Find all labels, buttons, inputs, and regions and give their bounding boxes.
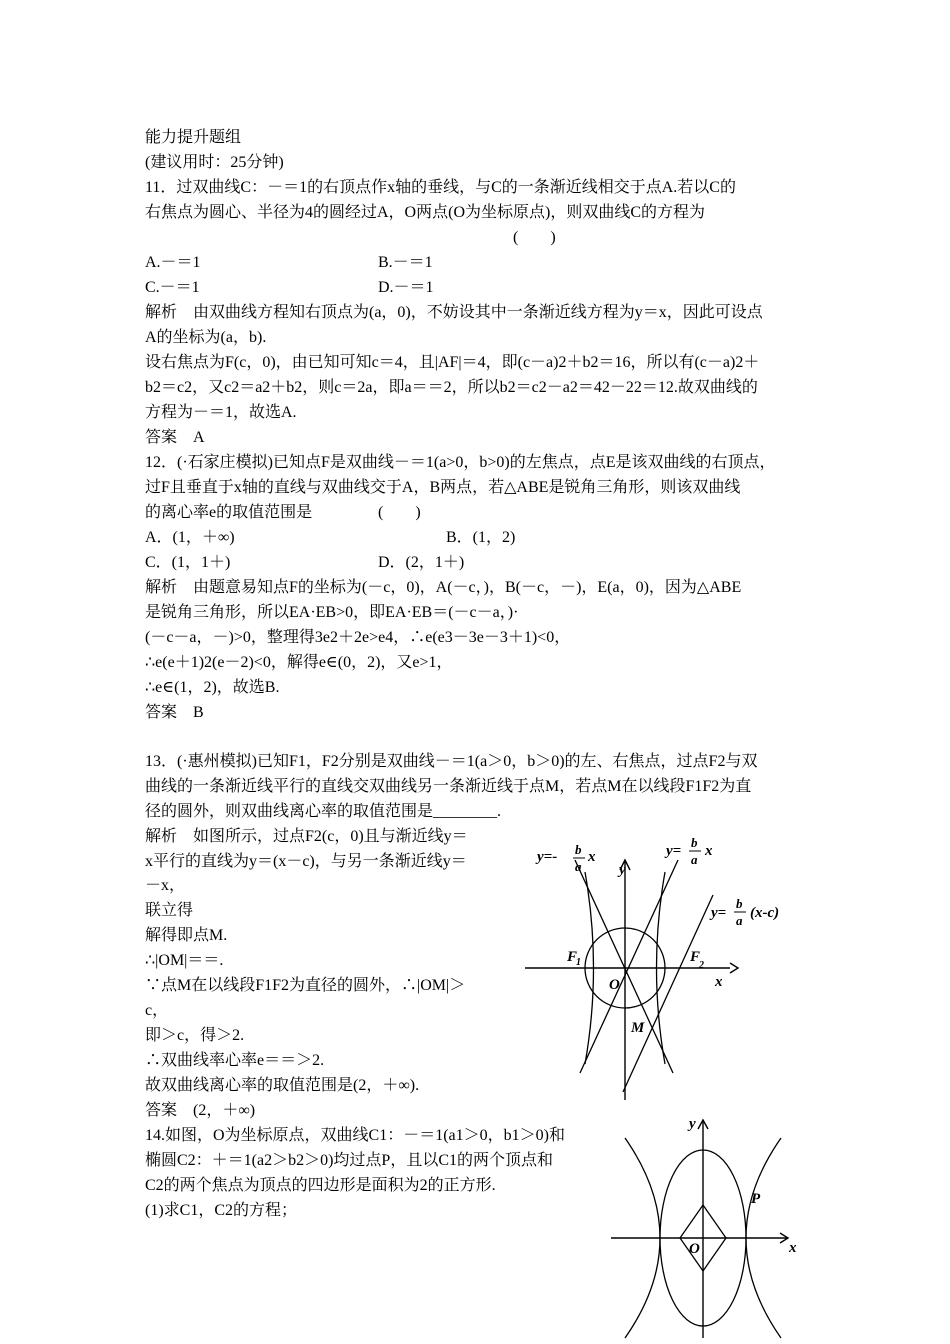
- text-line: 椭圆C2：＋＝1(a2＞b2＞0)均过点P，且以C1的两个顶点和: [145, 1152, 554, 1169]
- label-m: M: [631, 1020, 645, 1036]
- text-line: 答案 B: [145, 704, 204, 721]
- text-line: 答案 (2，＋∞): [145, 1102, 256, 1119]
- text-line: b2＝c2，又c2＝a2＋b2，则c＝2a，即a＝＝2，所以b2＝c2－a2＝42－22＝12.故双曲线的: [145, 379, 758, 396]
- text-line: 方程为－＝1，故选A.: [145, 404, 297, 421]
- label-asymptote-positive: y=: [666, 843, 682, 859]
- text-line: 右焦点为圆心、半径为4的圆经过A，O两点(O为坐标原点)，则双曲线C的方程为: [145, 204, 705, 221]
- asymptote-positive: [580, 860, 678, 1073]
- text-line: A．(1，＋∞): [145, 529, 235, 546]
- label-frac-num-2: b: [691, 835, 698, 850]
- text-line: 设右焦点为F(c，0)，由已知可知c＝4，且|AF|＝4，即(c－a)2＋b2＝16，所以有(c－a)2＋: [145, 354, 760, 371]
- text-line: ∴|OM|＝＝.: [145, 952, 224, 969]
- text-fragment: ( ): [378, 504, 421, 521]
- asymptote-negative: [575, 860, 673, 1073]
- text-line: C．(1，1＋): [145, 554, 231, 571]
- text-line: 13．(·惠州模拟)已知F1，F2分别是双曲线－＝1(a＞0，b＞0)的左、右焦点，过点F2与双: [145, 753, 758, 770]
- text-line: ∴e(e＋1)2(e－2)<0，解得e∈(0，2)，又e>1，: [145, 654, 453, 671]
- label-x-axis: x: [789, 1240, 797, 1256]
- text-line: 12．(·石家庄模拟)已知点F是双曲线－＝1(a>0，b>0)的左焦点，点E是该双曲线的右顶点，: [145, 454, 776, 471]
- text-line: A的坐标为(a，b).: [145, 329, 267, 346]
- text-line: 答案 A: [145, 429, 205, 446]
- text-fragment: D.－＝1: [378, 279, 434, 296]
- text-fragment: B.－＝1: [378, 254, 433, 271]
- label-f2-sub: 2: [699, 960, 704, 971]
- label-y-axis: y: [689, 1116, 696, 1132]
- label-parallel-tail: (x-c): [750, 905, 780, 921]
- label-frac-den-2: a: [691, 852, 698, 867]
- text-line: 的离心率e的取值范围是: [145, 504, 313, 521]
- label-y-axis: y: [619, 862, 626, 878]
- text-line: 解析 如图所示，过点F2(c，0)且与渐近线y＝: [145, 828, 468, 845]
- label-f1-sub: 1: [576, 957, 581, 968]
- text-line: 解得即点M.: [145, 927, 228, 944]
- figure-13-hyperbola-diagram: [525, 830, 815, 1105]
- text-line: ∴e∈(1，2)，故选B.: [145, 679, 280, 696]
- text-line: 能力提升题组: [145, 129, 242, 146]
- text-line: (－c－a，－)>0，整理得3e2＋2e>e4，∴e(e3－3e－3＋1)<0，: [145, 629, 571, 646]
- text-line: A.－＝1: [145, 254, 201, 271]
- label-parallel-line: y=: [711, 905, 727, 921]
- figure-14-ellipse-hyperbola-diagram: [605, 1110, 805, 1342]
- label-asymptote-negative: y=-: [537, 849, 558, 865]
- text-line: 过F且垂直于x轴的直线与双曲线交于A，B两点，若△ABE是锐角三角形，则该双曲线: [145, 479, 741, 496]
- text-line: 径的圆外，则双曲线离心率的取值范围是________.: [145, 803, 502, 820]
- label-x-2: x: [705, 843, 713, 859]
- label-frac-den-3: a: [736, 913, 743, 928]
- text-line: 是锐角三角形，所以EA·EB>0，即EA·EB＝(－c－a，)·: [145, 604, 519, 621]
- label-frac-num-3: b: [736, 896, 743, 911]
- text-fragment: ( ): [513, 229, 556, 246]
- text-line: 解析 由双曲线方程知右顶点为(a，0)，不妨设其中一条渐近线方程为y＝x，因此可设点: [145, 304, 763, 321]
- text-line: 曲线的一条渐近线平行的直线交双曲线另一条渐近线于点M，若点M在以线段F1F2为直: [145, 778, 752, 795]
- label-frac-num-1: b: [575, 842, 582, 857]
- text-line: C.－＝1: [145, 279, 200, 296]
- text-line: 即＞c，得＞2.: [145, 1027, 245, 1044]
- text-line: 联立得: [145, 902, 194, 919]
- text-line: 故双曲线离心率的取值范围是(2，＋∞).: [145, 1077, 420, 1094]
- text-fragment: B．(1，2): [446, 529, 516, 546]
- text-line: C2的两个焦点为顶点的四边形是面积为2的正方形.: [145, 1177, 496, 1194]
- label-point-p: P: [751, 1191, 761, 1207]
- text-line: 解析 由题意易知点F的坐标为(－c，0)，A(－c，)，B(－c，－)，E(a，0)，因为△ABE: [145, 579, 742, 596]
- text-line: x平行的直线为y＝(x－c)，与另一条渐近线y＝: [145, 853, 467, 870]
- text-line: 11．过双曲线C：－＝1的右顶点作x轴的垂线，与C的一条渐近线相交于点A.若以C的: [145, 179, 736, 196]
- text-line: ∴双曲线率心率e＝＝＞2.: [145, 1052, 325, 1069]
- label-origin: O: [689, 1241, 700, 1257]
- label-frac-den-1: a: [575, 859, 582, 874]
- text-line: (1)求C1，C2的方程；: [145, 1202, 298, 1219]
- text-line: －x，: [145, 877, 186, 894]
- text-fragment: D．(2，1＋): [378, 554, 465, 571]
- text-line: (建议用时：25分钟): [145, 154, 284, 171]
- text-line: c，: [145, 1002, 169, 1019]
- text-line: 14.如图，O为坐标原点，双曲线C1：－＝1(a1＞0，b1＞0)和: [145, 1127, 565, 1144]
- label-origin: O: [609, 977, 620, 993]
- label-f2: F: [690, 949, 701, 965]
- x-axis-arrow-icon: [730, 963, 738, 973]
- label-x-axis: x: [715, 974, 723, 990]
- label-f1: F: [567, 949, 578, 965]
- label-x-1: x: [588, 849, 596, 865]
- text-line: ∵点M在以线段F1F2为直径的圆外，∴|OM|＞: [145, 977, 466, 994]
